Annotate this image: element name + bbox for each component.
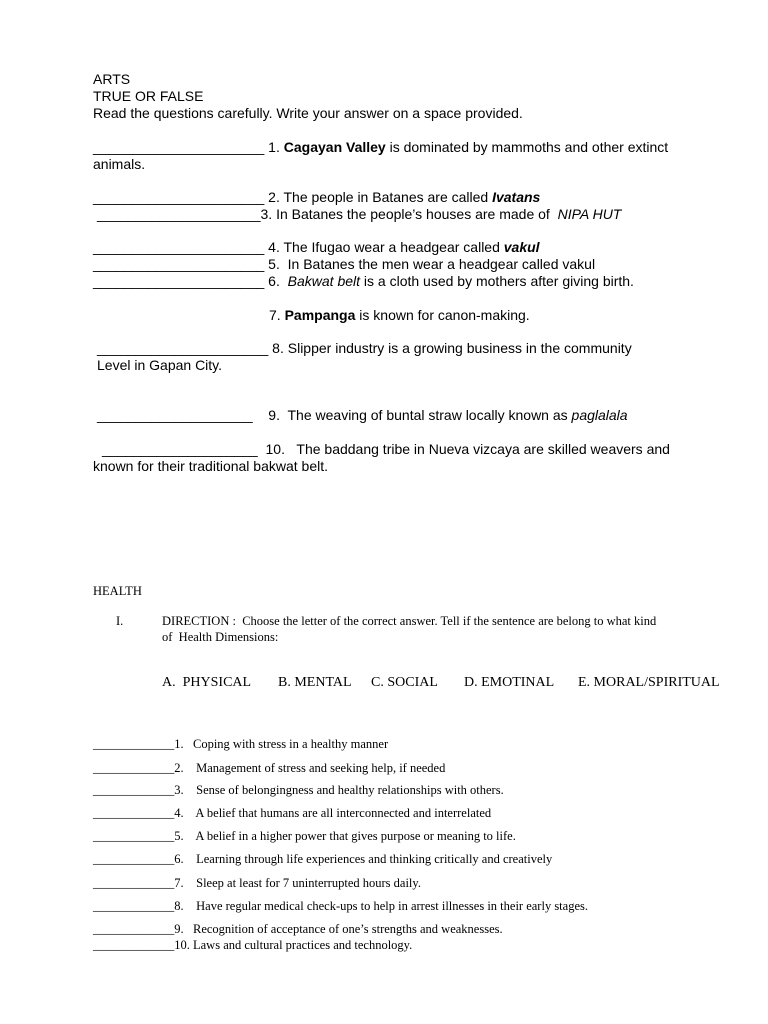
- option-e: E. MORAL/SPIRITUAL: [578, 675, 720, 690]
- arts-item-1: ______________________ 1. Cagayan Valley is dominated by mammoths and other extinct: [93, 139, 669, 155]
- arts-item-10-continued: known for their traditional bakwat belt.: [93, 458, 329, 474]
- answer-blank[interactable]: ______________________: [93, 273, 265, 289]
- health-item-1: _____________1. Coping with stress in a healthy manner: [93, 737, 389, 751]
- answer-blank[interactable]: _____________: [93, 938, 175, 952]
- arts-item-2: ______________________ 2. The people in Batanes are called Ivatans: [93, 189, 541, 205]
- arts-item-5: ______________________ 5. In Batanes the men wear a headgear called vakul: [93, 256, 596, 272]
- option-a: A. PHYSICAL: [162, 675, 252, 690]
- arts-subject: ARTS: [93, 71, 131, 87]
- arts-test-type: TRUE OR FALSE: [93, 88, 204, 104]
- arts-item-9: ____________________ 9. The weaving of buntal straw locally known as paglalala: [97, 407, 628, 423]
- answer-blank[interactable]: ______________________: [97, 340, 269, 356]
- answer-blank[interactable]: _____________: [93, 737, 175, 751]
- answer-blank[interactable]: ______________________: [93, 256, 265, 272]
- arts-item-4: ______________________ 4. The Ifugao wear a headgear called vakul: [93, 239, 540, 255]
- health-item-5: _____________5. A belief in a higher power that gives purpose or meaning to life.: [93, 829, 516, 843]
- health-item-10: _____________10. Laws and cultural practices and technology.: [93, 938, 413, 952]
- health-item-2: _____________2. Management of stress and seeking help, if needed: [93, 761, 446, 775]
- health-item-7: _____________7. Sleep at least for 7 uninterrupted hours daily.: [93, 876, 421, 890]
- answer-blank[interactable]: _____________: [93, 922, 175, 936]
- answer-blank[interactable]: ____________________: [97, 407, 253, 423]
- health-item-6: _____________6. Learning through life experiences and thinking critically and creatively: [93, 852, 553, 866]
- option-c: C. SOCIAL: [371, 675, 438, 690]
- arts-item-8: ______________________ 8. Slipper industry is a growing business in the community: [97, 340, 632, 356]
- option-d: D. EMOTINAL: [464, 675, 555, 690]
- health-item-8: _____________8. Have regular medical check-ups to help in arrest illnesses in their early stages.: [93, 899, 588, 913]
- option-b: B. MENTAL: [278, 675, 352, 690]
- health-item-3: _____________3. Sense of belongingness and healthy relationships with others.: [93, 783, 504, 797]
- answer-blank[interactable]: _____________: [93, 829, 175, 843]
- answer-blank[interactable]: _____________: [93, 852, 175, 866]
- arts-item-10: ____________________ 10. The baddang tribe in Nueva vizcaya are skilled weavers and: [102, 441, 670, 457]
- answer-blank[interactable]: _____________: [93, 806, 175, 820]
- arts-item-8-continued: Level in Gapan City.: [97, 357, 223, 373]
- answer-blank[interactable]: _____________: [93, 876, 175, 890]
- answer-blank[interactable]: ______________________: [93, 239, 265, 255]
- answer-blank[interactable]: _____________________: [97, 206, 261, 222]
- arts-instruction: Read the questions carefully. Write your answer on a space provided.: [93, 105, 523, 121]
- arts-item-3: _____________________3. In Batanes the people’s houses are made of NIPA HUT: [97, 206, 622, 222]
- health-item-9: _____________9. Recognition of acceptance of one’s strengths and weaknesses.: [93, 922, 503, 936]
- direction-text: DIRECTION : Choose the letter of the correct answer. Tell if the sentence are belong to what kind: [162, 614, 657, 628]
- health-subject: HEALTH: [93, 584, 142, 598]
- answer-blank[interactable]: ______________________: [93, 189, 265, 205]
- answer-blank[interactable]: _____________: [93, 761, 175, 775]
- arts-item-6: ______________________ 6. Bakwat belt is a cloth used by mothers after giving birth.: [93, 273, 634, 289]
- answer-blank[interactable]: ______________________: [93, 139, 265, 155]
- health-item-4: _____________4. A belief that humans are all interconnected and interrelated: [93, 806, 492, 820]
- arts-item-7: 7. Pampanga is known for canon-making.: [269, 307, 530, 323]
- direction-roman-numeral: I.: [116, 614, 124, 628]
- answer-blank[interactable]: _____________: [93, 783, 175, 797]
- direction-text-continued: of Health Dimensions:: [162, 630, 279, 644]
- answer-blank[interactable]: _____________: [93, 899, 175, 913]
- answer-blank[interactable]: ____________________: [102, 441, 258, 457]
- arts-item-1-continued: animals.: [93, 156, 146, 172]
